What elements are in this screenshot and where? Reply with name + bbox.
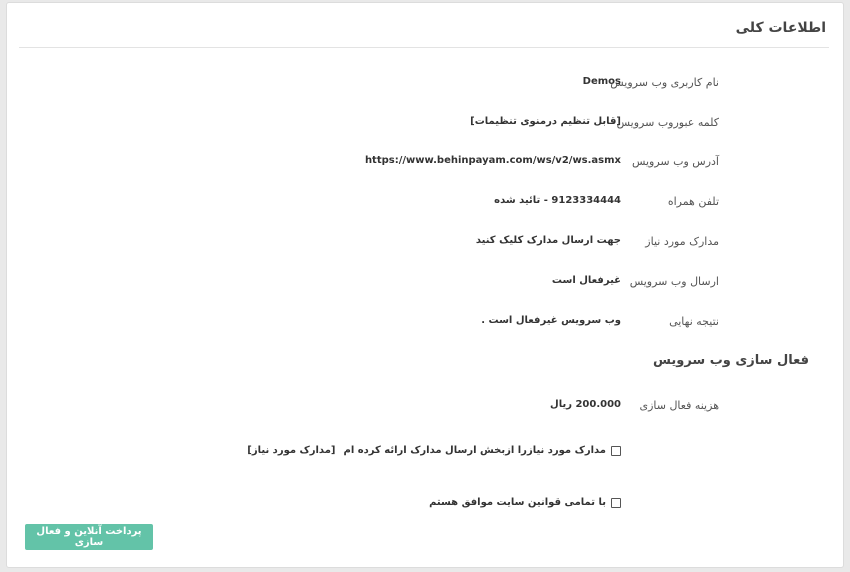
docs-required-link[interactable]: [مدارک مورد نیاز] — [247, 445, 336, 456]
docs-checkbox-row — [247, 445, 621, 456]
pay-online-button[interactable]: پرداخت آنلاین و فعال سازی — [25, 524, 153, 550]
username-label: نام کاربری وب سرویس — [610, 76, 719, 89]
docs-checkbox[interactable] — [611, 446, 621, 456]
docs-checkbox-label: مدارک مورد نیازرا ازبخش ارسال مدارک ارائه کرده ام — [343, 445, 606, 456]
result-label: نتیجه نهایی — [669, 315, 719, 328]
address-label: آدرس وب سرویس — [631, 155, 719, 168]
cost-label: هزینه فعال سازی — [639, 399, 719, 412]
password-label: کلمه عبوروب سرویس — [616, 116, 719, 129]
activation-section-title: فعال سازی وب سرویس — [652, 353, 809, 368]
phone-label: تلفن همراه — [667, 195, 719, 208]
send-label: ارسال وب سرویس — [629, 275, 719, 288]
general-info-card — [6, 2, 844, 568]
docs-label: مدارک مورد نیاز — [645, 235, 719, 248]
docs-link[interactable]: جهت ارسال مدارک کلیک کنید — [475, 235, 621, 246]
phone-value: 9123334444 - تائید شده — [494, 195, 621, 206]
cost-value: 200.000 ریال — [550, 399, 621, 410]
send-value: غیرفعال است — [551, 275, 621, 286]
username-value: Demos — [582, 76, 621, 87]
page-title: اطلاعات کلی — [735, 20, 826, 36]
password-value: [قابل تنظیم درمنوی تنظیمات] — [470, 116, 621, 127]
header-divider — [19, 47, 829, 48]
terms-checkbox[interactable] — [611, 498, 621, 508]
terms-checkbox-row — [429, 497, 621, 508]
result-value: وب سرویس غیرفعال است . — [481, 315, 621, 326]
address-value: https://www.behinpayam.com/ws/v2/ws.asmx — [364, 155, 621, 166]
terms-checkbox-label: با تمامی قوانین سایت موافق هستم — [429, 497, 606, 508]
